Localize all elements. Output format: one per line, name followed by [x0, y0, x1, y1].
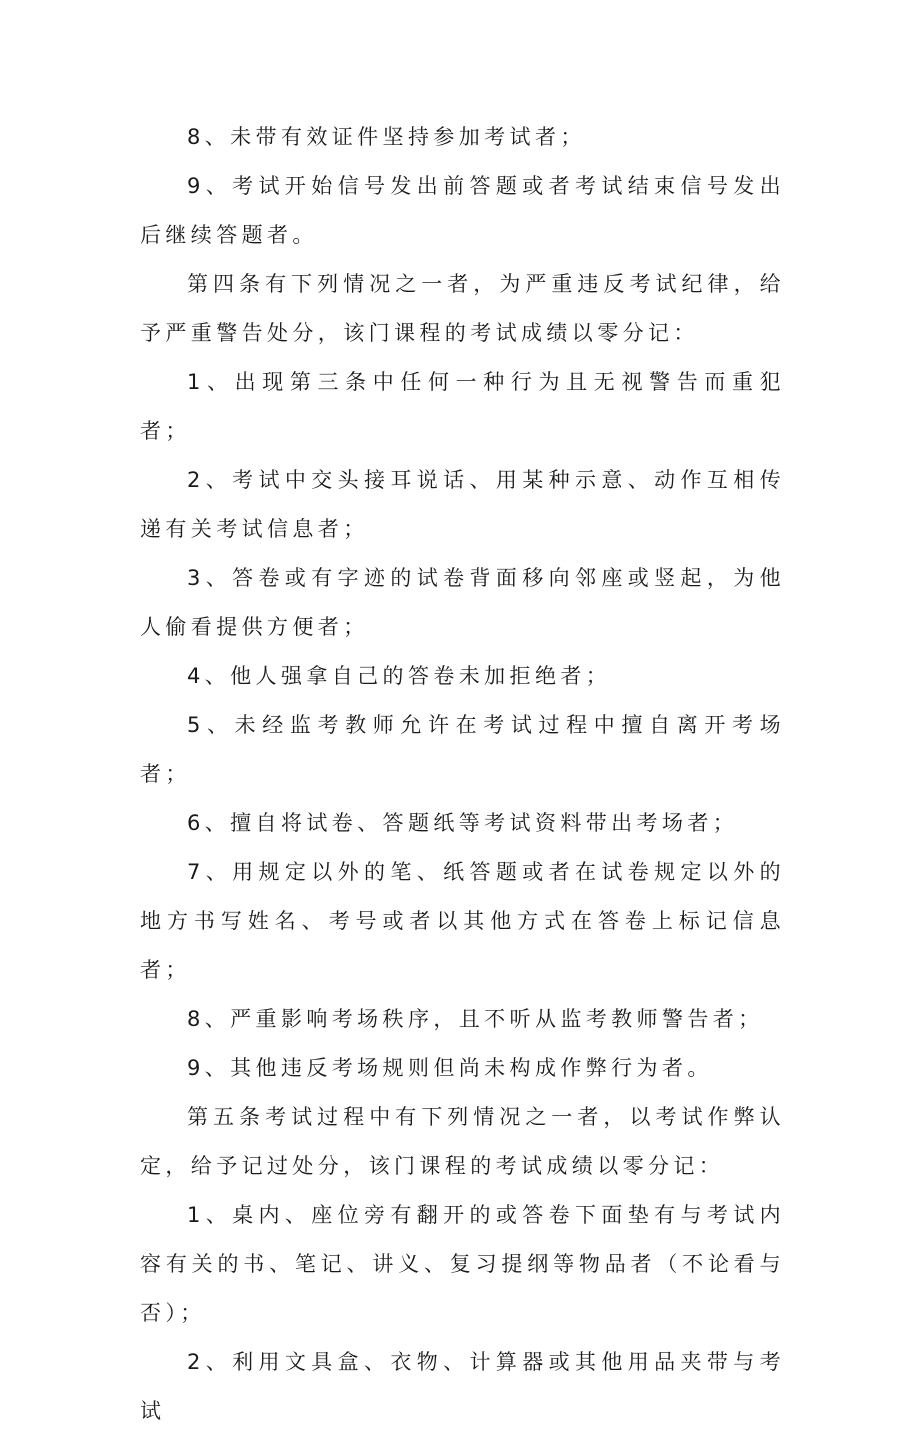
- paragraph-a4-item-2: 2、考试中交头接耳说话、用某种示意、动作互相传递有关考试信息者；: [140, 468, 785, 541]
- paragraph-item-9-signal: 9、考试开始信号发出前答题或者考试结束信号发出后继续答题者。: [140, 174, 785, 247]
- paragraph-a4-item-6: 6、擅自将试卷、答题纸等考试资料带出考场者；: [187, 811, 739, 835]
- paragraph-a4-item-1: 1、出现第三条中任何一种行为且无视警告而重犯者；: [140, 370, 785, 443]
- paragraph-a5-item-1: 1、桌内、座位旁有翻开的或答卷下面垫有与考试内容有关的书、笔记、讲义、复习提纲等物品者（不论看与否）；: [140, 1203, 785, 1325]
- paragraph-a4-item-9: 9、其他违反考场规则但尚未构成作弊行为者。: [187, 1056, 713, 1080]
- document-body: [140, 113, 785, 1436]
- paragraph-item-8-no-id: 8、未带有效证件坚持参加考试者；: [187, 125, 586, 149]
- paragraph-a4-item-8: 8、严重影响考场秩序，且不听从监考教师警告者；: [187, 1007, 764, 1031]
- paragraph-a4-item-4: 4、他人强拿自己的答卷未加拒绝者；: [187, 664, 612, 688]
- paragraph-a4-item-3: 3、答卷或有字迹的试卷背面移向邻座或竖起，为他人偷看提供方便者；: [140, 566, 785, 639]
- paragraph-a4-item-5: 5、未经监考教师允许在考试过程中擅自离开考场者；: [140, 713, 785, 786]
- paragraph-article-5: 第五条考试过程中有下列情况之一者，以考试作弊认定，给予记过处分，该门课程的考试成绩以零分记：: [140, 1105, 785, 1178]
- paragraph-a5-item-2: 2、利用文具盒、衣物、计算器或其他用品夹带与考试: [140, 1350, 785, 1423]
- paragraph-a4-item-7: 7、用规定以外的笔、纸答题或者在试卷规定以外的地方书写姓名、考号或者以其他方式在答卷上标记信息者；: [140, 860, 785, 982]
- paragraph-article-4: 第四条有下列情况之一者，为严重违反考试纪律，给予严重警告处分，该门课程的考试成绩以零分记：: [140, 272, 785, 345]
